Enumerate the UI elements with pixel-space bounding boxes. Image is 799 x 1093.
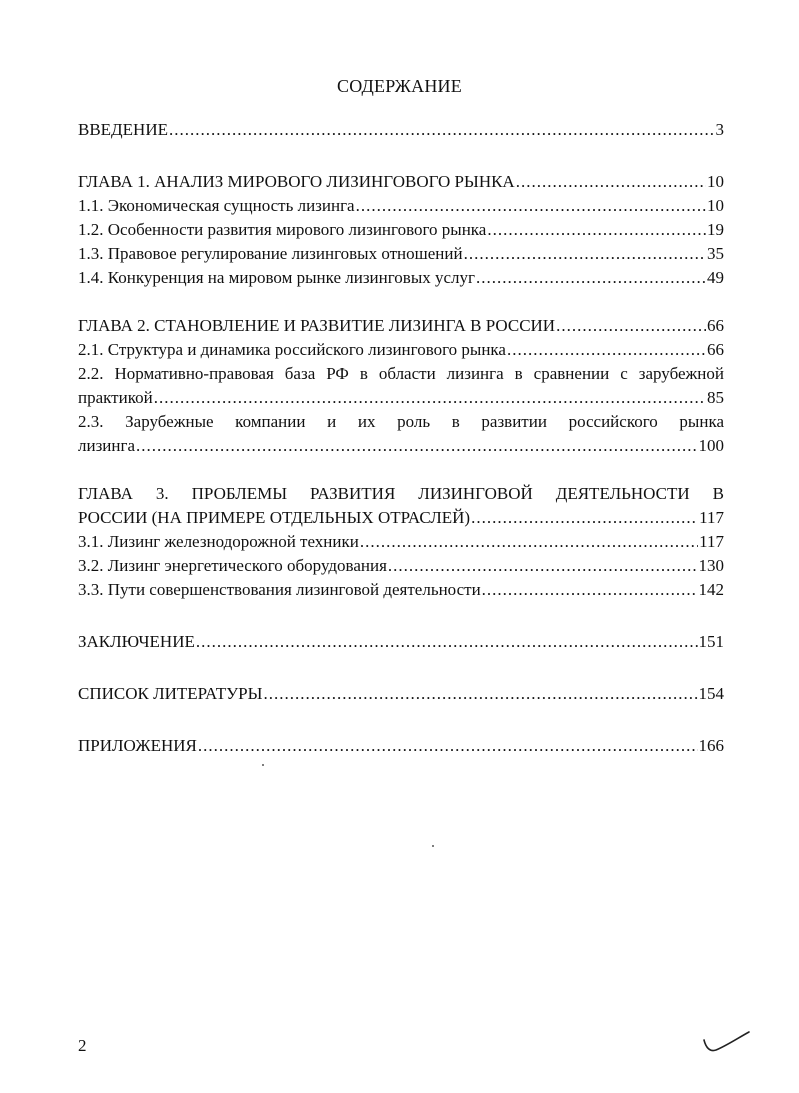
dot-leader [471, 506, 698, 530]
toc-entry-page: 130 [698, 556, 724, 575]
toc-entry-page: 117 [699, 508, 724, 527]
toc-entry-page: 10 [707, 172, 724, 191]
toc-entry-label: практикой [78, 388, 153, 407]
dot-leader [516, 170, 706, 194]
toc-entry-chapter-1 [78, 170, 724, 194]
toc-entry-section-1-1 [78, 194, 724, 218]
toc-entry-label: ПРИЛОЖЕНИЯ [78, 736, 197, 755]
toc-entry-page: 166 [698, 736, 724, 755]
dot-leader [388, 554, 698, 578]
toc-entry-appendices [78, 734, 724, 758]
toc-entry-page: 85 [707, 388, 724, 407]
scan-speck [432, 845, 434, 847]
toc-entry-section-2-3 [78, 434, 724, 458]
toc-entry-section-3-1 [78, 530, 724, 554]
toc-entry-section-3-3 [78, 578, 724, 602]
toc-entry-section-1-4 [78, 266, 724, 290]
handwritten-checkmark-icon [700, 1028, 752, 1058]
dot-leader [154, 386, 706, 410]
toc-entry-chapter-3-line-1: ГЛАВА 3. ПРОБЛЕМЫ РАЗВИТИЯ ЛИЗИНГОВОЙ ДЕЯТЕЛЬНОСТИ В [78, 484, 724, 503]
dot-leader [196, 630, 698, 654]
toc-entry-label: СПИСОК ЛИТЕРАТУРЫ [78, 684, 263, 703]
toc-entry-section-1-3 [78, 242, 724, 266]
toc-entry-page: 154 [698, 684, 724, 703]
toc-entry-label: 3.2. Лизинг энергетического оборудования [78, 556, 387, 575]
dot-leader [464, 242, 706, 266]
toc-entry-references [78, 682, 724, 706]
toc-entry-page: 151 [698, 632, 724, 651]
toc-entry-page: 35 [707, 244, 724, 263]
dot-leader [198, 734, 698, 758]
toc-entry-label: 3.3. Пути совершенствования лизинговой деятельности [78, 580, 481, 599]
toc-entry-page: 100 [698, 436, 724, 455]
toc-entry-label: ГЛАВА 1. АНАЛИЗ МИРОВОГО ЛИЗИНГОВОГО РЫНКА [78, 172, 515, 191]
dot-leader [360, 530, 698, 554]
toc-entry-intro [78, 118, 724, 142]
scan-speck [262, 764, 264, 766]
dot-leader [136, 434, 697, 458]
toc-entry-label: ВВЕДЕНИЕ [78, 120, 168, 139]
dot-leader [169, 118, 715, 142]
toc-entry-section-1-2 [78, 218, 724, 242]
toc-entry-label: РОССИИ (НА ПРИМЕРЕ ОТДЕЛЬНЫХ ОТРАСЛЕЙ) [78, 508, 471, 527]
table-of-contents [78, 118, 724, 758]
toc-entry-label: 2.1. Структура и динамика российского лизингового рынка [78, 340, 506, 359]
toc-entry-page: 3 [715, 120, 724, 139]
page-number: 2 [78, 1036, 87, 1055]
toc-entry-page: 117 [699, 532, 724, 551]
dot-leader [482, 578, 698, 602]
toc-entry-page: 66 [707, 340, 724, 359]
dot-leader [476, 266, 706, 290]
toc-entry-conclusion [78, 630, 724, 654]
toc-entry-label: 3.1. Лизинг железнодорожной техники [78, 532, 359, 551]
toc-entry-page: 49 [707, 268, 724, 287]
dot-leader [487, 218, 706, 242]
toc-entry-page: 19 [707, 220, 724, 239]
toc-entry-page: 142 [698, 580, 724, 599]
toc-title: СОДЕРЖАНИЕ [337, 76, 462, 96]
toc-entry-label: 1.2. Особенности развития мирового лизингового рынка [78, 220, 487, 239]
toc-entry-page: 10 [707, 196, 724, 215]
toc-entry-section-2-2 [78, 386, 724, 410]
dot-leader [556, 314, 706, 338]
toc-entry-label: лизинга [78, 436, 136, 455]
toc-entry-label: 1.1. Экономическая сущность лизинга [78, 196, 355, 215]
toc-entry-label: 1.4. Конкуренция на мировом рынке лизинговых услуг [78, 268, 476, 287]
toc-entry-section-3-2 [78, 554, 724, 578]
toc-entry-label: ГЛАВА 2. СТАНОВЛЕНИЕ И РАЗВИТИЕ ЛИЗИНГА В РОССИИ [78, 316, 556, 335]
dot-leader [263, 682, 697, 706]
toc-entry-label: ЗАКЛЮЧЕНИЕ [78, 632, 195, 651]
toc-entry-page: 66 [707, 316, 724, 335]
dot-leader [356, 194, 706, 218]
dot-leader [507, 338, 706, 362]
toc-entry-chapter-2 [78, 314, 724, 338]
toc-entry-section-2-3-line-1: 2.3. Зарубежные компании и их роль в развитии российского рынка [78, 412, 724, 431]
toc-entry-chapter-3 [78, 506, 724, 530]
toc-entry-label: 1.3. Правовое регулирование лизинговых отношений [78, 244, 463, 263]
toc-entry-section-2-2-line-1: 2.2. Нормативно-правовая база РФ в области лизинга в сравнении с зарубежной [78, 364, 724, 383]
toc-entry-section-2-1 [78, 338, 724, 362]
